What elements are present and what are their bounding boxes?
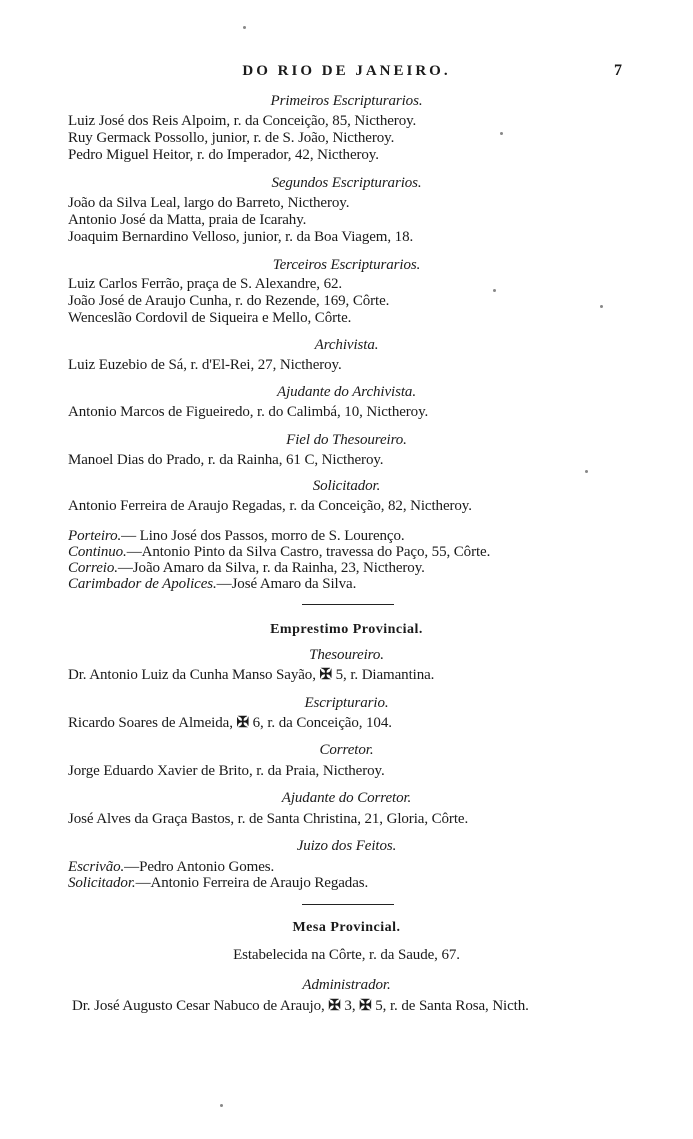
- heading-solicitador: Solicitador.: [312, 478, 381, 494]
- entry-line-carimbador: [68, 575, 356, 593]
- running-header: DO RIO DE JANEIRO.: [242, 63, 451, 79]
- print-speck: [493, 289, 496, 292]
- order-cross-icon: ✠: [359, 998, 372, 1014]
- entry-line: Luiz José dos Reis Alpoim, r. da Conceição, 85, Nictheroy.: [68, 113, 417, 129]
- heading-administrador: Administrador.: [302, 977, 391, 993]
- entry-text: —José Amaro da Silva.: [216, 576, 357, 592]
- entry-line: Antonio Ferreira de Araujo Regadas, r. da Conceição, 82, Nictheroy.: [68, 498, 472, 514]
- entry-text: —João Amaro da Silva, r. da Rainha, 23, Nictheroy.: [117, 560, 425, 576]
- label-porteiro: Porteiro.: [68, 528, 122, 544]
- section-title-emprestimo: Emprestimo Provincial.: [270, 622, 423, 637]
- entry-line: Manoel Dias do Prado, r. da Rainha, 61 C, Nictheroy.: [68, 452, 384, 468]
- page-number: 7: [614, 62, 622, 79]
- entry-line-thesoureiro: [68, 666, 434, 684]
- label-escrivao: Escrivão.: [68, 859, 125, 875]
- heading-archivista: Archivista.: [314, 337, 379, 353]
- entry-text: —Antonio Ferreira de Araujo Regadas.: [135, 875, 369, 891]
- heading-primeiros-escripturarios: Primeiros Escripturarios.: [270, 93, 423, 109]
- print-speck: [220, 1104, 223, 1107]
- heading-segundos-escripturarios: Segundos Escripturarios.: [271, 175, 422, 191]
- entry-text: —Antonio Pinto da Silva Castro, travessa do Paço, 55, Côrte.: [126, 544, 491, 560]
- heading-ajudante-corretor: Ajudante do Corretor.: [281, 790, 412, 806]
- order-cross-icon: ✠: [236, 715, 249, 731]
- entry-line: Jorge Eduardo Xavier de Brito, r. da Praia, Nictheroy.: [68, 763, 385, 779]
- heading-terceiros-escripturarios: Terceiros Escripturarios.: [272, 257, 421, 273]
- entry-text: 5, r. Diamantina.: [335, 667, 435, 683]
- label-solicitador: Solicitador.: [68, 875, 136, 891]
- entry-text: Dr. José Augusto Cesar Nabuco de Araujo,: [72, 998, 325, 1014]
- entry-line: Antonio Marcos de Figueiredo, r. do Calimbá, 10, Nictheroy.: [68, 404, 429, 420]
- entry-line-solicitador: [68, 874, 368, 892]
- entry-text: 5, r. de Santa Rosa, Nicth.: [375, 998, 529, 1014]
- section-subtitle: Estabelecida na Côrte, r. da Saude, 67.: [233, 947, 460, 963]
- order-cross-icon: ✠: [328, 998, 341, 1014]
- heading-corretor: Corretor.: [319, 742, 374, 758]
- heading-thesoureiro: Thesoureiro.: [309, 647, 384, 663]
- print-speck: [600, 305, 603, 308]
- label-continuo: Continuo.: [68, 544, 127, 560]
- print-speck: [585, 470, 588, 473]
- entry-line: Joaquim Bernardino Velloso, junior, r. da Boa Viagem, 18.: [68, 229, 414, 245]
- heading-fiel-thesoureiro: Fiel do Thesoureiro.: [286, 432, 407, 448]
- section-divider: [302, 904, 394, 905]
- entry-line: João da Silva Leal, largo do Barreto, Nictheroy.: [68, 195, 350, 211]
- entry-text: Dr. Antonio Luiz da Cunha Manso Sayão,: [68, 667, 316, 683]
- entry-text: — Lino José dos Passos, morro de S. Lourenço.: [121, 528, 405, 544]
- entry-line-escripturario: [68, 714, 392, 732]
- entry-line: Antonio José da Matta, praia de Icarahy.: [68, 212, 307, 228]
- entry-line: Luiz Carlos Ferrão, praça de S. Alexandre, 62.: [68, 276, 343, 292]
- entry-line: Luiz Euzebio de Sá, r. d'El-Rei, 27, Nictheroy.: [68, 357, 342, 373]
- print-speck: [243, 26, 246, 29]
- entry-text: 6, r. da Conceição, 104.: [252, 715, 392, 731]
- entry-line: Wenceslão Cordovil de Siqueira e Mello, Côrte.: [68, 310, 352, 326]
- heading-escripturario: Escripturario.: [304, 695, 389, 711]
- entry-text: Ricardo Soares de Almeida,: [68, 715, 233, 731]
- entry-text: 3,: [344, 998, 356, 1014]
- print-speck: [500, 132, 503, 135]
- heading-ajudante-archivista: Ajudante do Archivista.: [277, 384, 416, 400]
- section-title-mesa: Mesa Provincial.: [292, 920, 401, 935]
- entry-line: João José de Araujo Cunha, r. do Rezende, 169, Côrte.: [68, 293, 390, 309]
- order-cross-icon: ✠: [319, 667, 332, 683]
- entry-line: Pedro Miguel Heitor, r. do Imperador, 42, Nictheroy.: [68, 147, 379, 163]
- heading-juizo-feitos: Juizo dos Feitos.: [296, 838, 397, 854]
- entry-line-administrador: [72, 997, 529, 1015]
- entry-text: —Pedro Antonio Gomes.: [124, 859, 275, 875]
- label-carimbador: Carimbador de Apolices.: [68, 576, 217, 592]
- section-divider: [302, 604, 394, 605]
- label-correio: Correio.: [68, 560, 118, 576]
- entry-line: José Alves da Graça Bastos, r. de Santa Christina, 21, Gloria, Côrte.: [68, 811, 469, 827]
- entry-line: Ruy Germack Possollo, junior, r. de S. João, Nictheroy.: [68, 130, 395, 146]
